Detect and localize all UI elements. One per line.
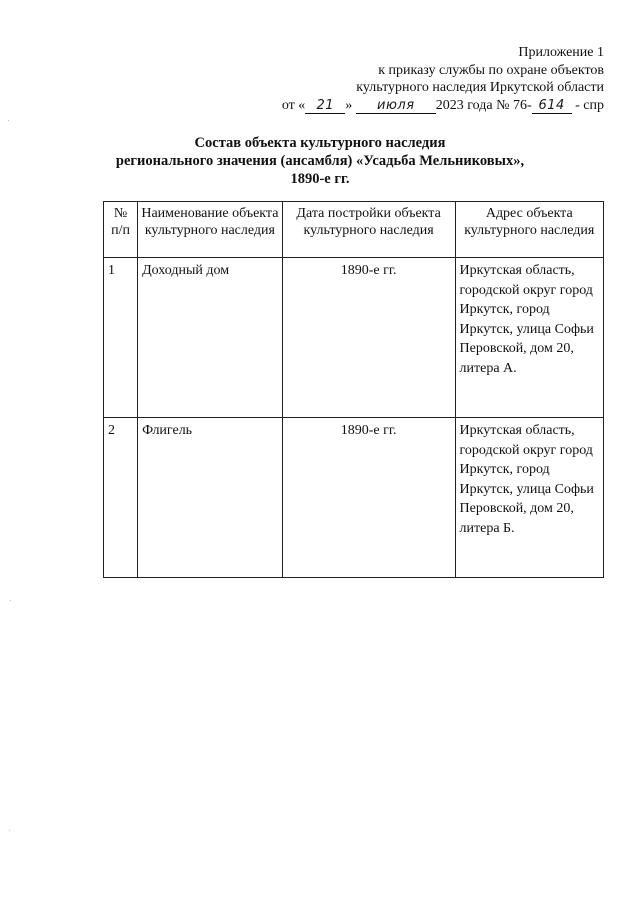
title-line-2: регионального значения (ансамбля) «Усадьба Мельниковых»,: [115, 153, 525, 169]
order-date-prefix: от «: [281, 97, 306, 113]
order-date-number: [282, 97, 604, 115]
scan-speck: [9, 830, 10, 831]
order-reference-line: к приказу службы по охране объектов: [378, 62, 604, 78]
appendix-label: Приложение 1: [518, 45, 604, 60]
appendix-header: [282, 44, 604, 114]
order-day-handwritten: 21: [305, 99, 345, 114]
order-number-handwritten: 614: [532, 99, 572, 114]
row-name: Доходный дом: [138, 258, 283, 418]
row-date: 1890-е гг.: [282, 418, 455, 578]
order-suffix: - спр: [575, 97, 604, 113]
order-year-number-text: 2023 года № 76-: [435, 97, 532, 113]
table-row: [104, 258, 604, 418]
table-row: [104, 418, 604, 578]
scan-speck: [8, 120, 9, 121]
row-address: Иркутская область, городской округ город Иркутск, город Иркутск, улица Софьи Перовской, дом 20, литера Б.: [455, 418, 603, 578]
order-day-suffix: »: [345, 97, 353, 113]
scan-speck: [10, 600, 11, 601]
title-line-3: 1890-е гг.: [290, 171, 350, 187]
row-date: 1890-е гг.: [282, 258, 455, 418]
document-title: [0, 134, 640, 188]
order-month-handwritten: июля: [356, 99, 436, 114]
table-header-row: [104, 202, 604, 258]
authority-line: культурного наследия Иркутской области: [356, 80, 604, 95]
header-num: № п/п: [104, 202, 138, 258]
title-line-1: Состав объекта культурного наследия: [194, 135, 446, 151]
heritage-objects-table: [103, 201, 604, 578]
header-name: Наименование объекта культурного наследия: [138, 202, 283, 258]
row-num: 2: [104, 418, 138, 578]
header-address: Адрес объекта культурного наследия: [455, 202, 603, 258]
row-num: 1: [104, 258, 138, 418]
row-name: Флигель: [138, 418, 283, 578]
row-address: Иркутская область, городской округ город Иркутск, город Иркутск, улица Софьи Перовской, дом 20, литера А.: [455, 258, 603, 418]
header-date: Дата постройки объекта культурного наследия: [282, 202, 455, 258]
